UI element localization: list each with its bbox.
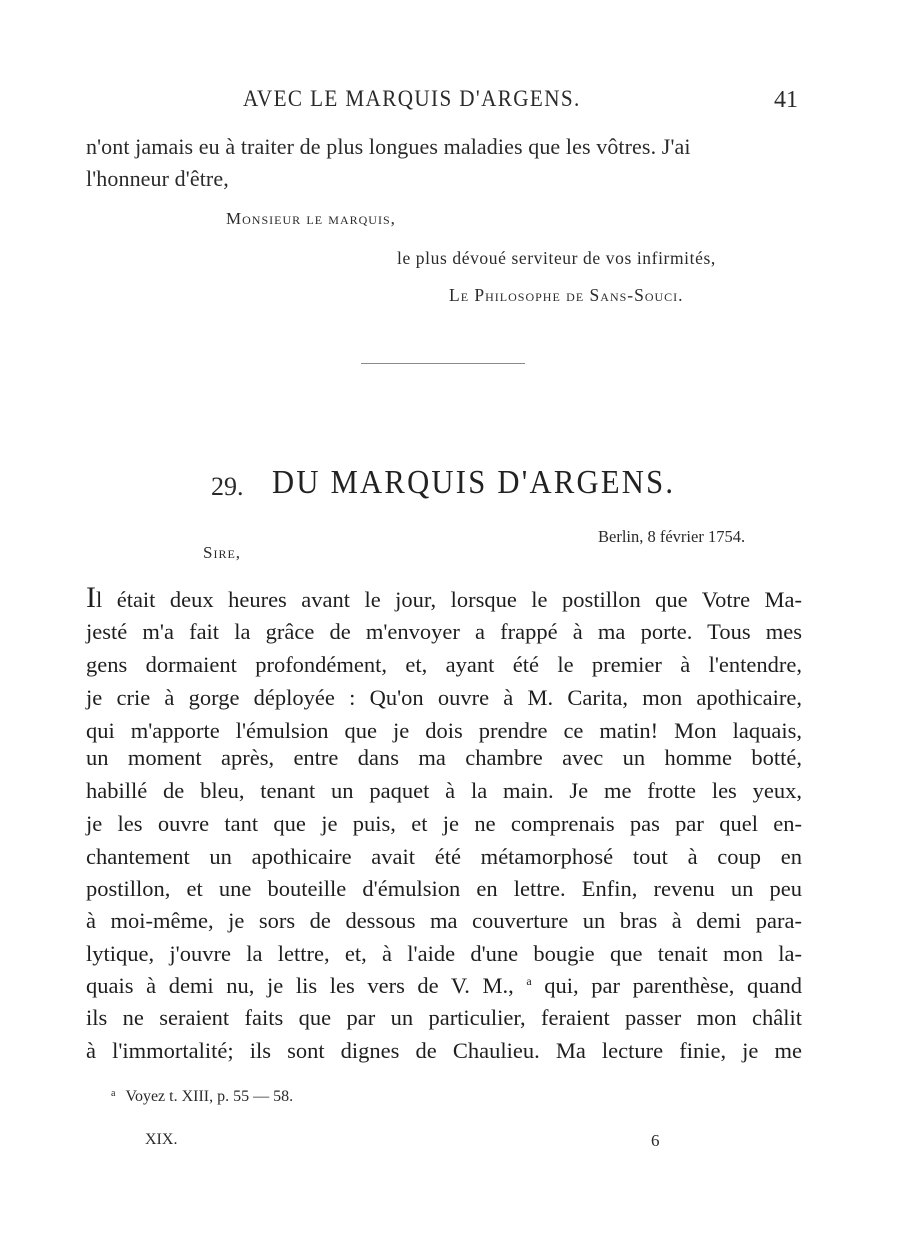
previous-letter-line: n'ont jamais eu à traiter de plus longues maladies que les vôtres. J'ai <box>86 134 691 159</box>
signature: Le Philosophe de Sans-Souci. <box>449 285 684 305</box>
body-line: lytique, j'ouvre la lettre, et, à l'aide d'une bougie que tenait mon la- <box>86 941 802 966</box>
body-line: un moment après, entre dans ma chambre avec un homme botté, <box>86 745 802 770</box>
volume-mark: XIX. <box>145 1131 178 1148</box>
closing-line: le plus dévoué serviteur de vos infirmités, <box>397 248 716 268</box>
body-line: à moi-même, je sors de dessous ma couverture un bras à demi para- <box>86 908 802 933</box>
body-line: chantement un apothicaire avait été métamorphosé tout à coup en <box>86 844 802 869</box>
body-line <box>86 973 802 999</box>
dateline: Berlin, 8 février 1754. <box>598 527 746 546</box>
footnote-reference: a <box>526 974 532 988</box>
body-line: à l'immortalité; ils sont dignes de Chaulieu. Ma lecture finie, je me <box>86 1038 802 1063</box>
letter-number: 29. <box>211 472 244 501</box>
body-line: gens dormaient profondément, et, ayant été le premier à l'entendre, <box>86 652 802 677</box>
salutation: Sire, <box>203 543 242 562</box>
previous-letter-line: l'honneur d'être, <box>86 166 229 191</box>
body-line-text: qui, par parenthèse, quand <box>531 973 802 998</box>
running-title: AVEC LE MARQUIS D'ARGENS. <box>243 86 581 111</box>
body-line: postillon, et une bouteille d'émulsion en lettre. Enfin, revenu un peu <box>86 876 802 901</box>
page-number: 41 <box>774 87 798 113</box>
footnote-text: Voyez t. XIII, p. 55 — 58. <box>125 1088 294 1105</box>
drop-initial: I <box>86 581 96 614</box>
footnote <box>111 1088 293 1106</box>
body-line: jesté m'a fait la grâce de m'envoyer a frappé à ma porte. Tous mes <box>86 619 802 644</box>
body-line-text: l était deux heures avant le jour, lorsque le postillon que Votre Ma- <box>96 587 802 612</box>
section-divider <box>361 363 525 364</box>
signature-number: 6 <box>651 1131 660 1150</box>
footnote-marker: a <box>111 1088 116 1099</box>
salutation-close: Monsieur le marquis, <box>226 209 396 228</box>
body-line: qui m'apporte l'émulsion que je dois prendre ce matin! Mon laquais, <box>86 718 802 743</box>
body-line: je crie à gorge déployée : Qu'on ouvre à M. Carita, mon apothicaire, <box>86 685 802 710</box>
body-line <box>86 583 802 613</box>
body-line: ils ne seraient faits que par un particulier, feraient passer mon châlit <box>86 1005 802 1030</box>
body-line: habillé de bleu, tenant un paquet à la main. Je me frotte les yeux, <box>86 778 802 803</box>
letter-title: DU MARQUIS D'ARGENS. <box>272 464 676 501</box>
body-line-text: quais à demi nu, je lis les vers de V. M., <box>86 973 527 998</box>
body-line: je les ouvre tant que je puis, et je ne comprenais pas par quel en- <box>86 811 802 836</box>
